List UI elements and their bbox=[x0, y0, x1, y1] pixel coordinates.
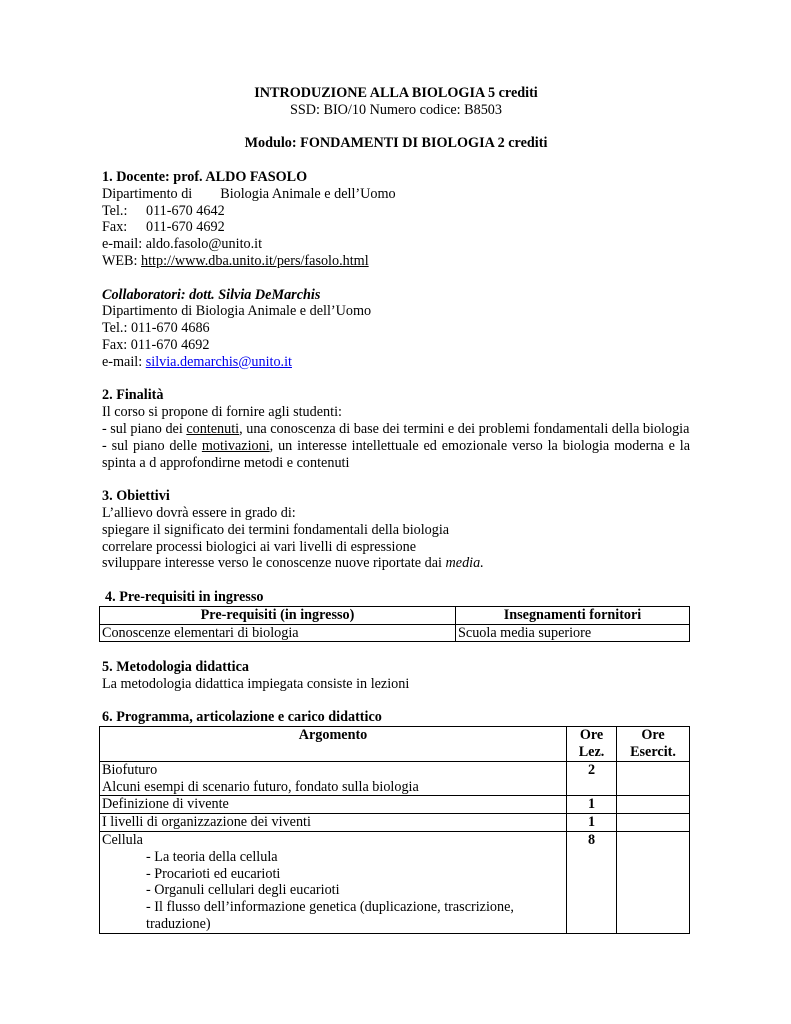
docente-web-link[interactable]: http://www.dba.unito.it/pers/fasolo.html bbox=[141, 252, 369, 269]
list-item: - Procarioti ed eucarioti bbox=[146, 865, 281, 882]
column-header: Insegnamenti fornitori bbox=[456, 606, 690, 624]
module-title: Modulo: FONDAMENTI DI BIOLOGIA 2 crediti bbox=[244, 135, 548, 152]
collaboratori-fax: Fax: 011-670 4692 bbox=[102, 336, 210, 353]
obiettivi-line-4: sviluppare interesse verso le conoscenze nuove riportate dai media. bbox=[102, 555, 484, 572]
docente-tel: Tel.: 011-670 4642 bbox=[102, 202, 225, 219]
table-row bbox=[100, 761, 690, 796]
list-item: - Il flusso dell’informazione genetica (duplicazione, trascrizione, traduzione) bbox=[146, 899, 514, 933]
metodologia-text: La metodologia didattica impiegata consiste in lezioni bbox=[102, 675, 410, 692]
course-code: SSD: BIO/10 Numero codice: B8503 bbox=[289, 101, 502, 118]
table-cell: 2 bbox=[567, 761, 617, 796]
table-cell bbox=[617, 796, 690, 814]
column-header-ore-esercit: Ore Esercit. bbox=[617, 727, 690, 762]
finalita-intro: Il corso si propone di fornire agli studenti: bbox=[102, 404, 342, 421]
column-header: Pre-requisiti (in ingresso) bbox=[100, 606, 456, 624]
docente-heading: 1. Docente: prof. ALDO FASOLO bbox=[102, 168, 308, 185]
table-cell: 1 bbox=[567, 796, 617, 814]
table-cell: 1 bbox=[567, 814, 617, 832]
collaboratori-email-link[interactable]: silvia.demarchis@unito.it bbox=[145, 353, 292, 370]
collaboratori-department: Dipartimento di Biologia Animale e dell’Uomo bbox=[102, 303, 372, 320]
table-cell: Definizione di vivente bbox=[100, 796, 567, 814]
finalita-point-2: - sul piano delle motivazioni, un interesse intellettuale ed emozionale verso la biologia moderna e la spinta a d approfondirne metodi e contenuti bbox=[102, 437, 691, 471]
prerequisiti-heading: 4. Pre-requisiti in ingresso bbox=[105, 588, 264, 605]
table-row bbox=[100, 796, 690, 814]
table-cell bbox=[617, 832, 690, 934]
collaboratori-tel: Tel.: 011-670 4686 bbox=[102, 320, 210, 337]
table-cell: 8 bbox=[567, 832, 617, 934]
table-cell bbox=[617, 761, 690, 796]
column-header-argomento: Argomento bbox=[100, 727, 567, 762]
table-row bbox=[100, 814, 690, 832]
table-cell: Scuola media superiore bbox=[456, 624, 690, 642]
finalita-point-1: - sul piano dei contenuti, una conoscenza di base dei termini e dei problemi fondamentali della biologia bbox=[102, 420, 690, 437]
table-cell: Cellula - La teoria della cellula - Procarioti ed eucarioti - Organuli cellulari degli eucarioti - Il flusso dell’informazione genetica (duplicazione, trascrizione, traduzione) bbox=[100, 832, 567, 934]
column-header-ore-lez: Ore Lez. bbox=[567, 727, 617, 762]
docente-email: e-mail: aldo.fasolo@unito.it bbox=[102, 236, 263, 253]
table-cell: Biofuturo Alcuni esempi di scenario futuro, fondato sulla biologia bbox=[100, 761, 567, 796]
obiettivi-heading: 3. Obiettivi bbox=[102, 488, 170, 505]
table-header-row bbox=[100, 727, 690, 762]
table-row bbox=[100, 624, 690, 642]
prerequisiti-table bbox=[99, 606, 690, 643]
table-cell bbox=[617, 814, 690, 832]
docente-web: WEB: http://www.dba.unito.it/pers/fasolo.html bbox=[102, 252, 369, 269]
collaboratori-email: e-mail: silvia.demarchis@unito.it bbox=[102, 353, 292, 370]
table-header-row bbox=[100, 606, 690, 624]
metodologia-heading: 5. Metodologia didattica bbox=[102, 659, 249, 676]
list-item: - Organuli cellulari degli eucarioti bbox=[146, 882, 340, 899]
document-page bbox=[102, 85, 690, 934]
obiettivi-line-1: L’allievo dovrà essere in grado di: bbox=[102, 504, 296, 521]
table-cell: Conoscenze elementari di biologia bbox=[100, 624, 456, 642]
table-cell: I livelli di organizzazione dei viventi bbox=[100, 814, 567, 832]
course-title: INTRODUZIONE ALLA BIOLOGIA 5 crediti bbox=[254, 85, 538, 101]
list-item: - La teoria della cellula bbox=[146, 848, 278, 865]
docente-fax: Fax: 011-670 4692 bbox=[102, 219, 225, 236]
table-row bbox=[100, 832, 690, 934]
obiettivi-line-2: spiegare il significato dei termini fondamentali della biologia bbox=[102, 521, 450, 538]
finalita-heading: 2. Finalità bbox=[102, 387, 164, 404]
obiettivi-line-3: correlare processi biologici ai vari livelli di espressione bbox=[102, 538, 416, 555]
docente-department: Dipartimento di Biologia Animale e dell’Uomo bbox=[102, 185, 396, 202]
programma-heading: 6. Programma, articolazione e carico didattico bbox=[102, 709, 382, 726]
programma-table bbox=[99, 726, 690, 934]
collaboratori-heading: Collaboratori: dott. Silvia DeMarchis bbox=[102, 286, 321, 303]
